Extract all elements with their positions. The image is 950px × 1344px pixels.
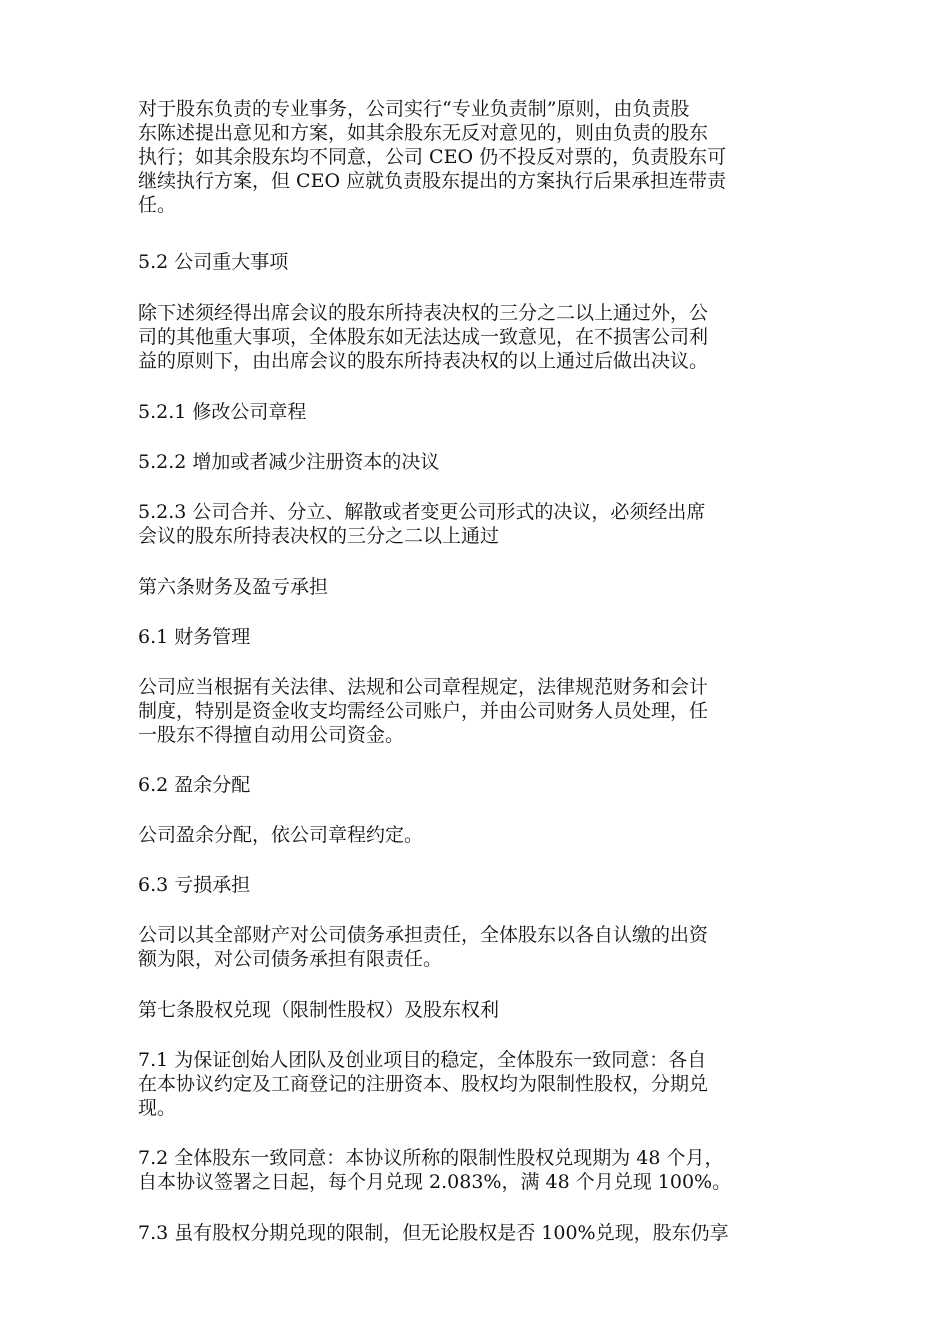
paragraph-6-3-body: 公司以其全部财产对公司债务承担责任，全体股东以各自认缴的出资 额为限，对公司债务承担有限责任。 [138, 924, 709, 970]
heading-5-2: 5.2 公司重大事项 [138, 251, 289, 273]
heading-article-7: 第七条股权兑现（限制性股权）及股东权利 [138, 999, 500, 1021]
paragraph-5-2-body: 除下述须经得出席会议的股东所持表决权的三分之二以上通过外，公 司的其他重大事项，全体股东如无法达成一致意见，在不损害公司利 益的原则下，由出席会议的股东所持表决权的以上通过后做出决议。 [138, 302, 709, 372]
item-7-2: 7.2 全体股东一致同意：本协议所称的限制性股权兑现期为 48 个月， 自本协议签署之日起，每个月兑现 2.083%，满 48 个月兑现 100%。 [138, 1147, 732, 1193]
item-5-2-3: 5.2.3 公司合并、分立、解散或者变更公司形式的决议，必须经出席 会议的股东所持表决权的三分之二以上通过 [138, 501, 706, 547]
heading-6-2: 6.2 盈余分配 [138, 774, 251, 796]
item-7-3: 7.3 虽有股权分期兑现的限制，但无论股权是否 100%兑现，股东仍享 [138, 1222, 729, 1244]
item-5-2-2: 5.2.2 增加或者减少注册资本的决议 [138, 451, 440, 473]
item-7-1: 7.1 为保证创始人团队及创业项目的稳定，全体股东一致同意：各自 在本协议约定及工商登记的注册资本、股权均为限制性股权，分期兑 现。 [138, 1049, 709, 1119]
paragraph-professional-responsibility: 对于股东负责的专业事务，公司实行“专业负责制”原则，由负责股 东陈述提出意见和方案，如其余股东无反对意见的，则由负责的股东 执行；如其余股东均不同意，公司 CEO 仍不投反对票的，负责股东可 继续执行方案，但 CEO 应就负责股东提出的方案执行后果承担连带责 任。 [138, 98, 727, 216]
paragraph-6-2-body: 公司盈余分配，依公司章程约定。 [138, 824, 424, 846]
heading-6-1: 6.1 财务管理 [138, 626, 251, 648]
paragraph-6-1-body: 公司应当根据有关法律、法规和公司章程规定，法律规范财务和会计 制度，特别是资金收支均需经公司账户，并由公司财务人员处理，任 一股东不得擅自动用公司资金。 [138, 676, 709, 746]
heading-6-3: 6.3 亏损承担 [138, 874, 251, 896]
item-5-2-1: 5.2.1 修改公司章程 [138, 401, 307, 423]
heading-article-6: 第六条财务及盈亏承担 [138, 576, 329, 598]
